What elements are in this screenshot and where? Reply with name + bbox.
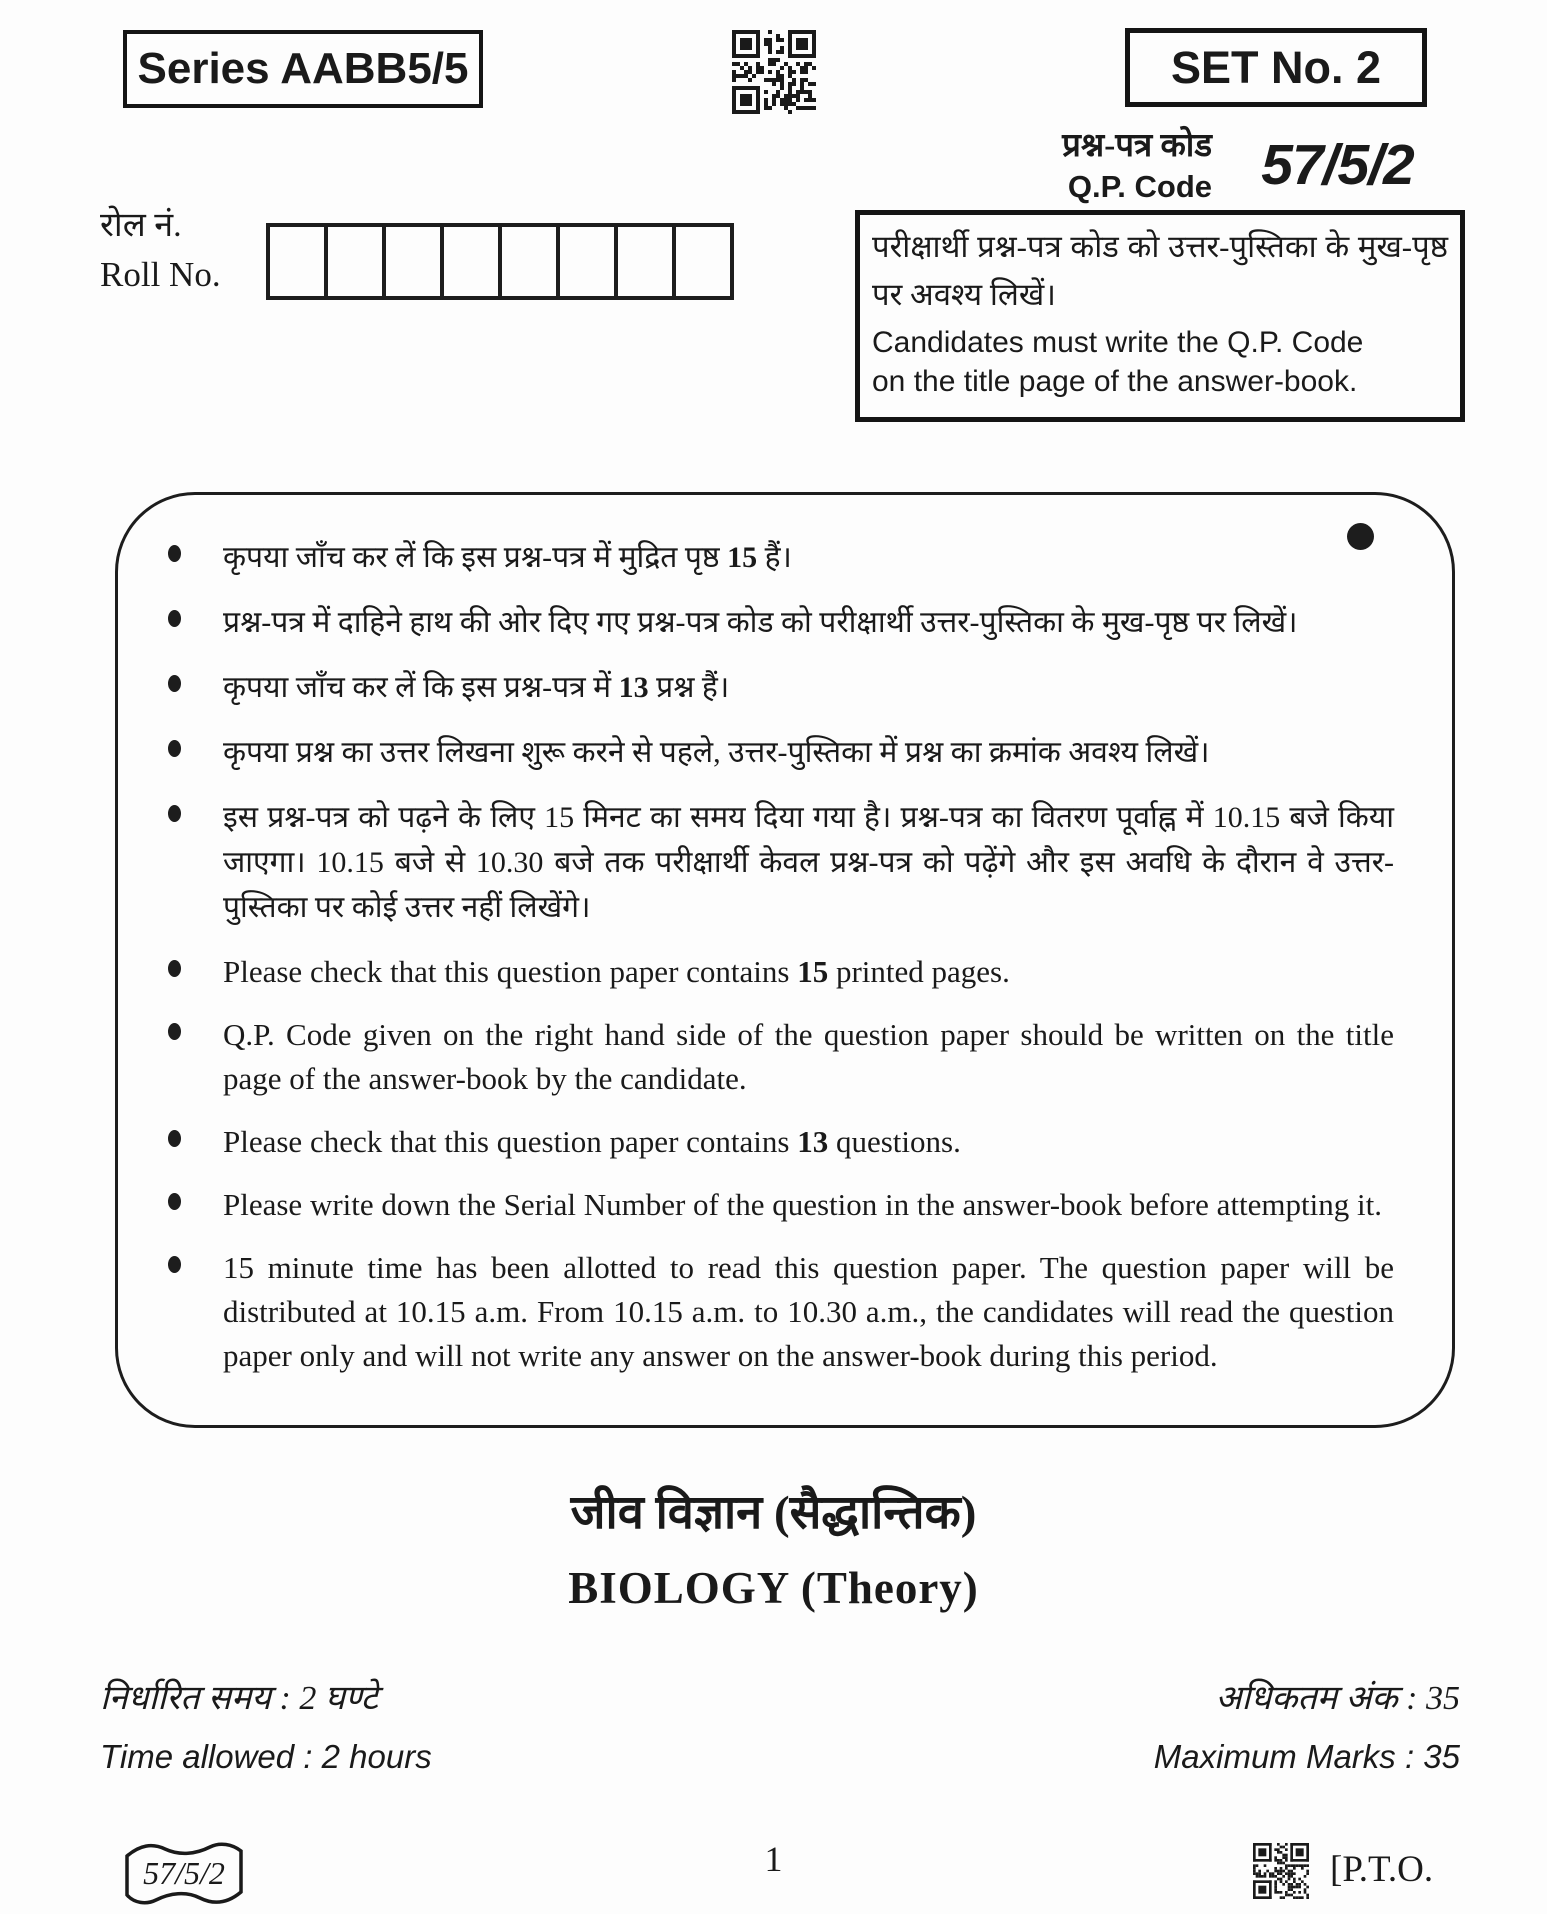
instruction-item (160, 665, 1394, 710)
set-number-label: SET No. 2 (1170, 41, 1382, 93)
bullet-icon (168, 1130, 181, 1147)
instruction-text: Please write down the Serial Number of the question in the answer-book before attempting it. (223, 1187, 1382, 1223)
instruction-item (160, 535, 1394, 580)
bullet-icon (168, 805, 181, 822)
roll-digit-box[interactable] (440, 223, 502, 300)
instruction-item (160, 600, 1394, 645)
title-block (0, 1478, 1547, 1614)
roll-digit-box[interactable] (498, 223, 560, 300)
instruction-item (160, 1120, 1394, 1164)
instructions-hindi-list (160, 535, 1394, 930)
maximum-marks-hindi: अधिकतम अंक : 35 (1215, 1680, 1460, 1717)
time-marks-row (100, 1682, 1460, 1776)
time-allowed-english: Time allowed : 2 hours (100, 1738, 432, 1775)
maximum-marks-block (1154, 1682, 1460, 1776)
instruction-item (160, 1013, 1394, 1101)
instruction-text: कृपया जाँच कर लें कि इस प्रश्न-पत्र में मुद्रित पृष्ठ 15 हैं। (223, 541, 792, 574)
qr-code-icon-footer (1253, 1843, 1309, 1899)
set-number-box (1125, 28, 1427, 107)
candidate-note-box (855, 210, 1465, 422)
roll-digit-box[interactable] (324, 223, 386, 300)
qr-code-icon (732, 30, 816, 114)
qp-code-labels (960, 126, 1212, 208)
instruction-item (160, 1246, 1394, 1378)
instruction-text: प्रश्न-पत्र में दाहिने हाथ की ओर दिए गए प्रश्न-पत्र कोड को परीक्षार्थी उत्तर-पुस्तिका के मुख-पृष्ठ पर लिखें। (223, 606, 1298, 639)
instruction-text: 15 minute time has been allotted to read this question paper. The question paper will be distributed at 10.15 a.m. From 10.15 a.m. to 10.30 a.m., the candidates will read the question paper only and will not write any answer on the answer-book during this period. (223, 1250, 1394, 1374)
roll-number-label-hindi: रोल नं. (100, 207, 182, 244)
instruction-text: Please check that this question paper contains 13 questions. (223, 1124, 961, 1160)
candidate-note-english (872, 323, 1448, 401)
bullet-icon (168, 545, 181, 562)
maximum-marks-english: Maximum Marks : 35 (1153, 1738, 1460, 1775)
roll-number-boxes (266, 223, 734, 300)
roll-number-label-english: Roll No. (100, 255, 221, 294)
time-allowed-hindi: निर्धारित समय : 2 घण्टे (100, 1680, 378, 1717)
roll-digit-box[interactable] (672, 223, 734, 300)
instruction-text: Q.P. Code given on the right hand side of the question paper should be written on the title page of the answer-book by the candidate. (223, 1017, 1394, 1097)
instructions-english-list (160, 950, 1394, 1378)
instruction-text: Please check that this question paper contains 15 printed pages. (223, 954, 1010, 989)
instruction-item (160, 950, 1394, 994)
subject-title-hindi: जीव विज्ञान (सैद्धान्तिक) (570, 1487, 977, 1539)
roll-digit-box[interactable] (382, 223, 444, 300)
bullet-icon (168, 1023, 181, 1040)
footer-paper-code: 57/5/2 (143, 1855, 225, 1891)
series-label: Series AABB5/5 (137, 44, 469, 93)
roll-digit-box[interactable] (266, 223, 328, 300)
qp-code-label-hindi: प्रश्न-पत्र कोड (1062, 128, 1212, 164)
bullet-icon (168, 740, 181, 757)
bullet-icon (168, 610, 181, 627)
candidate-note-english-line1: Candidates must write the Q.P. Code (872, 326, 1364, 360)
bullet-icon (168, 960, 181, 977)
roll-digit-box[interactable] (614, 223, 676, 300)
bullet-icon (168, 1193, 181, 1210)
qp-code-value: 57/5/2 (1261, 133, 1414, 197)
bullet-icon (168, 1256, 181, 1273)
roll-digit-box[interactable] (556, 223, 618, 300)
candidate-note-english-line2: on the title page of the answer-book. (872, 365, 1358, 399)
instruction-text: कृपया जाँच कर लें कि इस प्रश्न-पत्र में 13 प्रश्न हैं। (223, 671, 730, 704)
instruction-item (160, 1183, 1394, 1227)
qp-code-label-english: Q.P. Code (1067, 169, 1212, 205)
series-box (123, 30, 483, 108)
instruction-text: इस प्रश्न-पत्र को पढ़ने के लिए 15 मिनट का समय दिया गया है। प्रश्न-पत्र का वितरण पूर्वाह्न में 10.15 बजे किया जाएगा। 10.15 बजे से 10.30 बजे तक परीक्षार्थी केवल प्रश्न-पत्र को पढ़ेंगे और इस अवधि के दौरान वे उत्तर-पुस्तिका पर कोई उत्तर नहीं लिखेंगे। (223, 801, 1394, 924)
subject-title-english: BIOLOGY (Theory) (568, 1563, 979, 1613)
page-number: 1 (764, 1839, 783, 1879)
instruction-item (160, 730, 1394, 775)
pto-label: [P.T.O. (1330, 1849, 1434, 1890)
instruction-item (160, 795, 1394, 930)
bullet-icon (168, 675, 181, 692)
time-allowed-block (100, 1682, 432, 1776)
instruction-text: कृपया प्रश्न का उत्तर लिखना शुरू करने से पहले, उत्तर-पुस्तिका में प्रश्न का क्रमांक अवश्य लिखें। (223, 736, 1210, 769)
candidate-note-hindi: परीक्षार्थी प्रश्न-पत्र कोड को उत्तर-पुस्तिका के मुख-पृष्ठ पर अवश्य लिखें। (872, 229, 1448, 313)
general-instructions-box (115, 492, 1455, 1428)
corner-dot-icon (1347, 523, 1374, 550)
